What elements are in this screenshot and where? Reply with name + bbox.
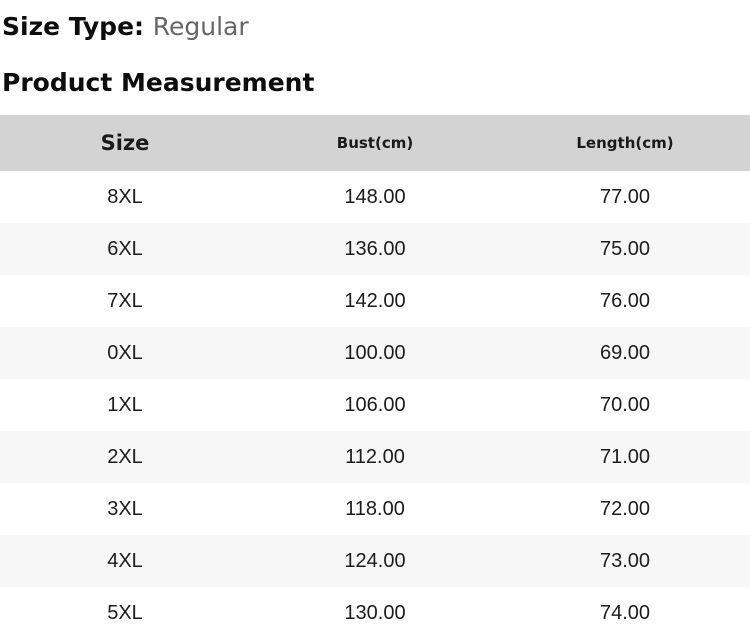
table-row xyxy=(0,379,750,431)
cell-bust: 124.00 xyxy=(344,549,406,572)
cell-size: 0XL xyxy=(107,341,143,364)
cell-size: 2XL xyxy=(107,445,143,468)
cell-length: 73.00 xyxy=(599,549,651,572)
table-row xyxy=(0,275,750,327)
cell-size: 5XL xyxy=(107,601,143,624)
table-row xyxy=(0,223,750,275)
cell-size: 4XL xyxy=(107,549,143,572)
table-row xyxy=(0,431,750,483)
cell-size: 1XL xyxy=(107,393,143,416)
cell-bust: 100.00 xyxy=(344,341,406,364)
product-measurement-title: Product Measurement xyxy=(2,68,315,97)
cell-bust: 136.00 xyxy=(344,237,406,260)
cell-length: 77.00 xyxy=(599,185,651,208)
size-info-section xyxy=(0,0,750,97)
cell-bust: 106.00 xyxy=(344,393,406,416)
cell-size: 6XL xyxy=(107,237,143,260)
cell-size: 8XL xyxy=(107,185,143,208)
column-header-length: Length(cm) xyxy=(576,134,674,152)
cell-size: 7XL xyxy=(107,289,143,312)
cell-size: 3XL xyxy=(107,497,143,520)
cell-bust: 112.00 xyxy=(345,445,405,468)
table-row xyxy=(0,587,750,639)
cell-bust: 118.00 xyxy=(345,497,405,520)
cell-length: 70.00 xyxy=(599,393,651,416)
column-header-bust: Bust(cm) xyxy=(336,134,414,152)
cell-length: 75.00 xyxy=(599,237,651,260)
size-type-value: Regular xyxy=(152,12,249,41)
size-type-label: Size Type: xyxy=(2,12,145,41)
cell-bust: 142.00 xyxy=(344,289,406,312)
size-type-line xyxy=(2,12,750,42)
column-header-size: Size xyxy=(100,131,150,155)
cell-bust: 130.00 xyxy=(344,601,406,624)
cell-length: 72.00 xyxy=(599,497,651,520)
header-row xyxy=(0,115,750,171)
table-row xyxy=(0,535,750,587)
cell-length: 69.00 xyxy=(599,341,651,364)
table-row xyxy=(0,327,750,379)
measurement-table-body xyxy=(0,171,750,639)
cell-length: 74.00 xyxy=(599,601,651,624)
cell-bust: 148.00 xyxy=(344,185,406,208)
cell-length: 76.00 xyxy=(599,289,651,312)
cell-length: 71.00 xyxy=(599,445,651,468)
measurement-table xyxy=(0,115,750,639)
measurement-table-head xyxy=(0,115,750,171)
table-row xyxy=(0,483,750,535)
table-row xyxy=(0,171,750,223)
